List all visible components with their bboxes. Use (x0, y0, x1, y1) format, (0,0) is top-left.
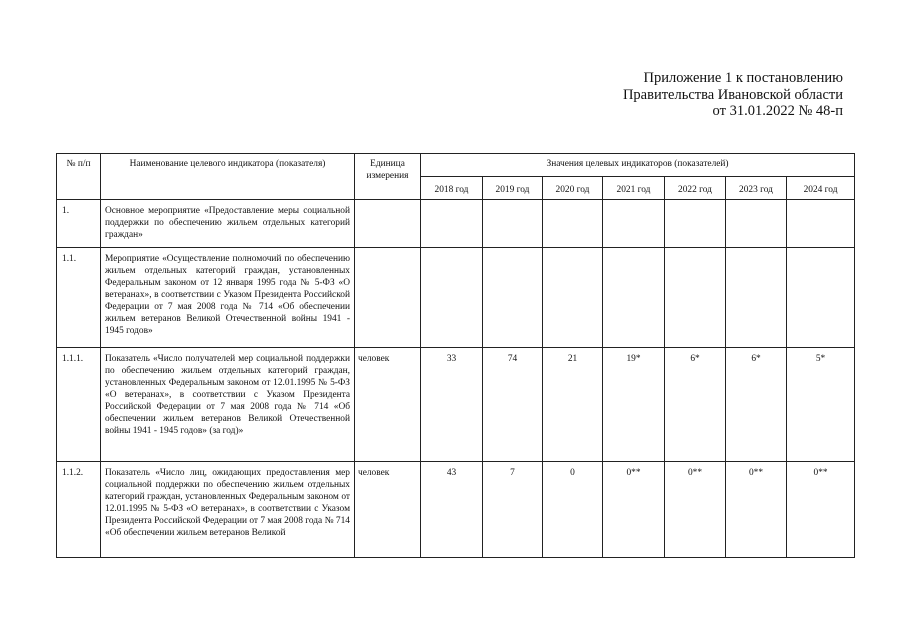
table-header-row (57, 154, 855, 177)
row-name: Показатель «Число лиц, ожидающих предоставления мер социальной поддержки по обеспечению жильем отдельных категорий граждан, установленных Федеральным законом от 12.01.1995 № 5-ФЗ «О ветеранах», в соответствии с Указом Президента Российской Федерации от 7 мая 2008 года № 714 «Об обеспечении жильем ветеранов Великой (105, 468, 350, 538)
indicators-table (56, 153, 855, 558)
row-value-2023: 6* (726, 348, 787, 462)
row-value-2020 (543, 248, 603, 348)
year-2023: 2023 год (726, 177, 787, 200)
row-name: Показатель «Число получателей мер социальной поддержки по обеспечению жильем отдельных категорий граждан, установленных Федеральным законом от 12.01.1995 № 5-ФЗ «О ветеранах», в соответствии с Указом Президента Российской Федерации от 7 мая 2008 года № 714 «Об обеспечении жильем ветеранов Великой Отечественной войны 1941 - 1945 годов» (за год)» (101, 348, 355, 462)
row-value-2022 (665, 200, 726, 248)
table-row (57, 462, 855, 558)
row-value-2019 (483, 200, 543, 248)
table-row (57, 348, 855, 462)
row-value-2018 (421, 200, 483, 248)
row-num: 1. (57, 200, 101, 248)
row-num: 1.1. (57, 248, 101, 348)
table-row (57, 248, 855, 348)
year-2019: 2019 год (483, 177, 543, 200)
row-value-2018 (421, 248, 483, 348)
year-2024: 2024 год (787, 177, 855, 200)
header-line-2: Правительства Ивановской области (622, 86, 843, 103)
document-header (623, 70, 843, 120)
row-value-2018: 43 (421, 462, 483, 558)
row-value-2022: 6* (665, 348, 726, 462)
row-value-2020 (543, 200, 603, 248)
row-value-2020: 0 (543, 462, 603, 558)
header-line-1: Приложение 1 к постановлению (643, 70, 843, 86)
row-value-2019 (483, 248, 543, 348)
row-value-2021 (603, 200, 665, 248)
header-line-3: от 31.01.2022 № 48-п (712, 103, 843, 119)
header-unit: Единица измерения (355, 154, 421, 200)
year-2022: 2022 год (665, 177, 726, 200)
table-row (57, 200, 855, 248)
row-value-2023: 0** (726, 462, 787, 558)
row-value-2024: 0** (787, 462, 855, 558)
row-value-2023 (726, 200, 787, 248)
row-name: Основное мероприятие «Предоставление меры социальной поддержки по обеспечению жильем отдельных категорий граждан» (101, 200, 355, 248)
row-value-2018: 33 (421, 348, 483, 462)
row-value-2021: 19* (603, 348, 665, 462)
row-name: Мероприятие «Осуществление полномочий по обеспечению жильем отдельных категорий граждан, установленных Федеральным законом от 12 января 1995 года № 5-ФЗ «О ветеранах», в соответствии с Указом Президента Российской Федерации от 7 мая 2008 года № 714 «Об обеспечении жильем ветеранов Великой Отечественной войны 1941 - 1945 годов» (101, 248, 355, 348)
row-name-cell (101, 462, 355, 558)
year-2018: 2018 год (421, 177, 483, 200)
row-value-2021: 0** (603, 462, 665, 558)
row-value-2019: 7 (483, 462, 543, 558)
row-value-2021 (603, 248, 665, 348)
row-value-2020: 21 (543, 348, 603, 462)
header-name: Наименование целевого индикатора (показателя) (101, 154, 355, 200)
row-unit (355, 200, 421, 248)
row-value-2024 (787, 248, 855, 348)
row-value-2024 (787, 200, 855, 248)
year-2021: 2021 год (603, 177, 665, 200)
row-value-2022 (665, 248, 726, 348)
row-value-2019: 74 (483, 348, 543, 462)
row-value-2024: 5* (787, 348, 855, 462)
row-num: 1.1.2. (57, 462, 101, 558)
row-unit: человек (355, 348, 421, 462)
year-2020: 2020 год (543, 177, 603, 200)
row-unit: человек (355, 462, 421, 558)
row-value-2022: 0** (665, 462, 726, 558)
row-value-2023 (726, 248, 787, 348)
row-unit (355, 248, 421, 348)
header-values: Значения целевых индикаторов (показателей) (421, 154, 855, 177)
header-num: № п/п (57, 154, 101, 200)
row-num: 1.1.1. (57, 348, 101, 462)
